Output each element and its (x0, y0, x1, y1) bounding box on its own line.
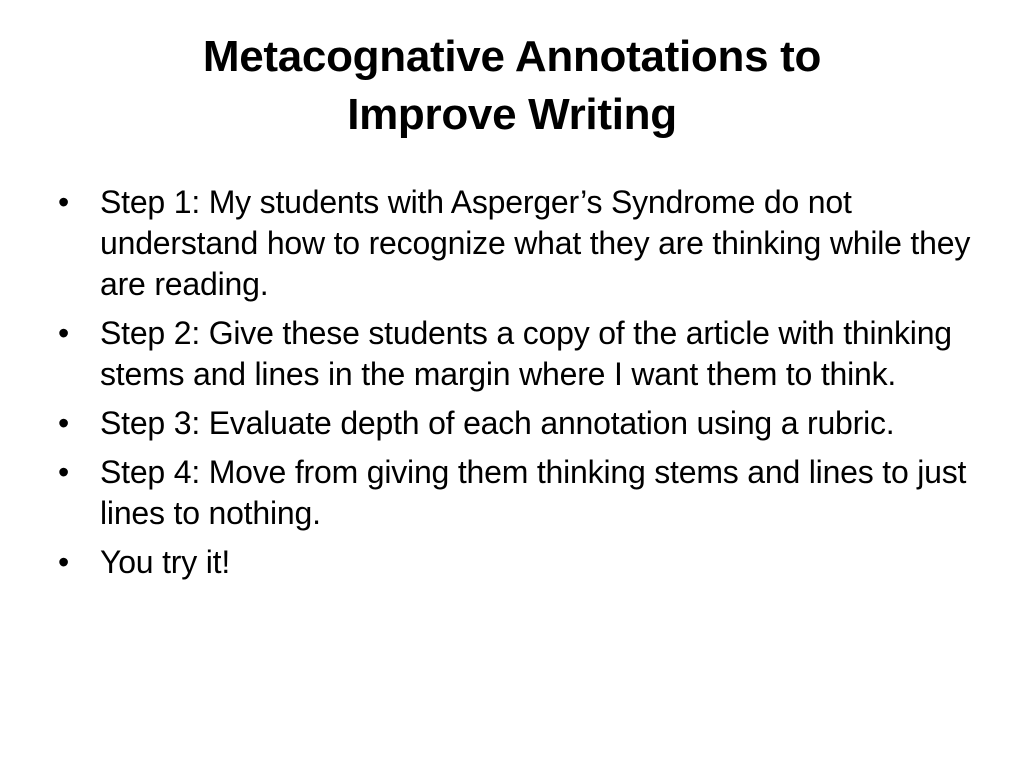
bullet-text: Step 2: Give these students a copy of the article with thinking stems and lines in the margin where I want them to think. (100, 315, 952, 392)
bullet-text: Step 1: My students with Asperger’s Syndrome do not understand how to recognize what they are thinking while they are reading. (100, 184, 971, 302)
bullet-item-step-3 (58, 403, 988, 444)
bullet-dot-icon: • (58, 315, 70, 351)
bullet-text: You try it! (100, 544, 231, 580)
slide-title-line-2: Improve Writing (347, 90, 677, 139)
bullet-dot-icon: • (58, 184, 70, 220)
bullet-dot-icon: • (58, 454, 70, 490)
slide-title (60, 28, 964, 144)
bullet-item-you-try-it (58, 542, 988, 583)
bullet-list (58, 182, 988, 591)
bullet-text: Step 3: Evaluate depth of each annotation using a rubric. (100, 405, 895, 441)
bullet-item-step-4 (58, 452, 988, 534)
bullet-dot-icon: • (58, 405, 70, 441)
bullet-item-step-1 (58, 182, 988, 305)
slide-title-line-1: Metacognative Annotations to (202, 32, 822, 81)
bullet-dot-icon: • (58, 544, 70, 580)
bullet-text: Step 4: Move from giving them thinking stems and lines to just lines to nothing. (100, 454, 967, 531)
bullet-item-step-2 (58, 313, 988, 395)
